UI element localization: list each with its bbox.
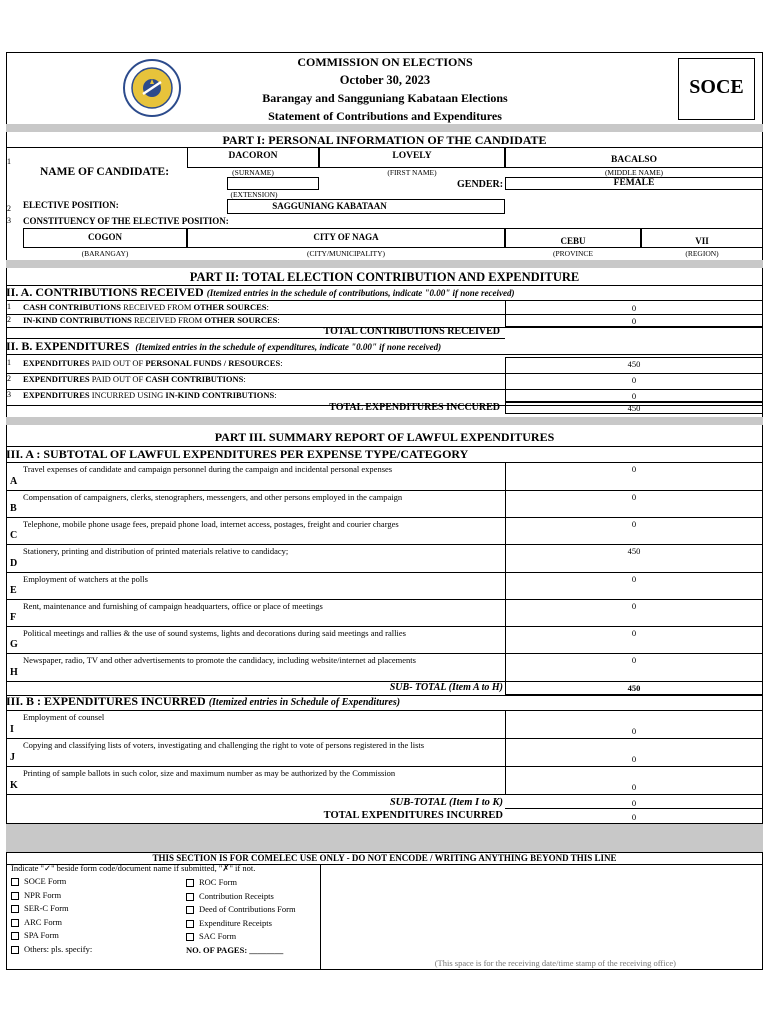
item-value: 0 <box>631 782 637 792</box>
item-value: 0 <box>631 464 637 474</box>
rule <box>6 794 763 795</box>
item-letter: J <box>10 752 15 763</box>
form-checklist-label: Contribution Receipts <box>199 890 274 901</box>
surname-caption: (SURNAME) <box>232 168 274 177</box>
divider-bar <box>6 124 763 132</box>
checkbox[interactable] <box>11 932 19 940</box>
item-value: 0 <box>631 628 637 638</box>
form-checklist-label: SER-C Form <box>24 903 69 913</box>
line-item-label <box>23 358 283 368</box>
line-item-value: 0 <box>631 316 637 326</box>
rule <box>6 738 763 739</box>
position-label: ELECTIVE POSITION: <box>23 200 119 210</box>
line-item-label-text: : <box>274 390 277 400</box>
checkbox[interactable] <box>11 892 19 900</box>
checkbox[interactable] <box>11 878 19 886</box>
item-value: 0 <box>631 754 637 764</box>
contributions-value-column <box>505 300 763 327</box>
rule <box>6 710 763 711</box>
line-item-value: 0 <box>631 375 637 385</box>
form-checklist-label: Expenditure Receipts <box>199 917 272 928</box>
agency-name: COMMISSION ON ELECTIONS <box>297 55 473 69</box>
line-item-label-text: RECEIVED FROM <box>121 302 194 312</box>
part2-title: PART II: TOTAL ELECTION CONTRIBUTION AND EXPENDITURE <box>189 270 580 284</box>
line-item-label-strong: CASH CONTRIBUTIONS <box>145 374 244 384</box>
total-contributions-label: TOTAL CONTRIBUTIONS RECEIVED <box>323 326 500 337</box>
line-item-label-text: : <box>277 315 280 325</box>
subtotal-a-label: SUB- TOTAL (Item A to H) <box>389 682 503 693</box>
comelec-banner: THIS SECTION IS FOR COMELEC USE ONLY - DO NOT ENCODE / WRITING ANYTHING BEYOND THIS LINE <box>152 853 617 863</box>
province-caption: (PROVINCE <box>552 249 593 258</box>
item-letter: C <box>10 530 18 541</box>
rule <box>6 653 763 654</box>
row-number: 1 <box>7 358 11 367</box>
barangay-value: COGON <box>87 232 122 242</box>
total-incurred-value: 0 <box>631 812 637 822</box>
form-checklist-item[interactable] <box>11 890 61 900</box>
rule <box>505 462 506 681</box>
line-item-label-text: : <box>266 302 269 312</box>
stamp-note: (This space is for the receiving date/time stamp of the receiving office) <box>434 958 676 968</box>
item-value: 0 <box>631 519 637 529</box>
item-value: 0 <box>631 574 637 584</box>
extension-field[interactable] <box>227 177 319 190</box>
form-checklist-label: SAC Form <box>199 931 237 941</box>
form-checklist-item[interactable] <box>186 904 296 914</box>
form-checklist-item[interactable] <box>186 891 274 901</box>
subtotal-a-value: 450 <box>627 683 641 693</box>
item-letter: G <box>10 639 18 650</box>
line-item-label-strong: OTHER SOURCES <box>193 302 267 312</box>
name-label: NAME OF CANDIDATE: <box>40 166 170 178</box>
first-name-caption: (FIRST NAME) <box>387 168 437 177</box>
item-description: Printing of sample ballots in such color, size and maximum number as may be authorized by the Commission <box>23 768 396 778</box>
form-checklist-item[interactable] <box>11 930 59 940</box>
divider-bar <box>6 260 763 268</box>
rule <box>6 490 763 491</box>
rule <box>505 808 763 809</box>
line-item-label-text: INCURRED USING <box>89 390 166 400</box>
form-checklist-label: ROC Form <box>199 877 238 887</box>
item-letter: D <box>10 558 18 569</box>
region-caption: (REGION) <box>685 249 719 258</box>
constituency-label: CONSTITUENCY OF THE ELECTIVE POSITION: <box>23 216 229 226</box>
line-item-label-strong: PERSONAL FUNDS / RESOURCES <box>145 358 281 368</box>
checkbox[interactable] <box>11 905 19 913</box>
item-description: Travel expenses of candidate and campaign personnel during the campaign and incidental personal expenses <box>23 464 393 474</box>
item-letter: H <box>10 667 18 678</box>
line-item-value: 0 <box>631 303 637 313</box>
line-item-label-strong: EXPENDITURES <box>23 374 90 384</box>
divider-bar <box>6 824 763 852</box>
line-item-label-text: PAID OUT OF <box>89 358 146 368</box>
election-date: October 30, 2023 <box>339 73 431 87</box>
item-letter: I <box>10 724 14 735</box>
item-description: Political meetings and rallies & the use of sound systems, lights and decorations during said meetings and rallies <box>23 628 406 638</box>
part1-title: PART I: PERSONAL INFORMATION OF THE CANDIDATE <box>222 133 547 147</box>
form-checklist-label: NPR Form <box>24 889 62 900</box>
gender-label: GENDER: <box>457 179 504 190</box>
line-item-value: 450 <box>627 359 641 369</box>
city-caption: (CITY/MUNICIPALITY) <box>306 249 386 258</box>
checkbox[interactable] <box>186 893 194 901</box>
row-number: 1 <box>7 302 11 311</box>
form-checklist-item[interactable] <box>186 931 236 941</box>
item-value: 0 <box>631 492 637 502</box>
indicate-instruction: Indicate "✓" beside form code/document name if submitted, "✗" if not. <box>11 863 256 873</box>
form-checklist-label: Deed of Contributions Form <box>199 904 296 914</box>
row-number: 3 <box>7 390 11 399</box>
item-value: 0 <box>631 655 637 665</box>
rule <box>6 572 763 573</box>
item-description: Stationery, printing and distribution of printed materials relative to candidacy; <box>23 546 289 556</box>
line-item-label-text: RECEIVED FROM <box>131 315 205 325</box>
form-checklist-item[interactable] <box>11 944 92 954</box>
total-incurred-label: TOTAL EXPENDITURES INCURRED <box>323 810 503 821</box>
rule <box>6 354 763 355</box>
checkbox[interactable] <box>11 946 19 954</box>
row-number: 3 <box>7 216 11 225</box>
form-checklist-item[interactable] <box>186 877 237 887</box>
item-description: Telephone, mobile phone usage fees, prepaid phone load, internet access, postages, freight and courier charges <box>23 519 399 529</box>
line-item-label-text: : <box>280 358 283 368</box>
item-letter: A <box>10 476 18 487</box>
expenditures-incurred-heading: III. B : EXPENDITURES INCURRED (Itemized entries in Schedule of Expenditures) <box>6 694 401 708</box>
item-value: 450 <box>627 546 641 556</box>
province-value: CEBU <box>560 236 586 246</box>
rule <box>6 599 763 600</box>
line-item-label-strong: EXPENDITURES <box>23 358 90 368</box>
checkbox[interactable] <box>186 879 194 887</box>
form-checklist-item[interactable] <box>11 903 69 913</box>
rule <box>320 864 321 970</box>
item-letter: B <box>10 503 17 514</box>
total-expenditures-value: 450 <box>627 403 641 413</box>
rule <box>6 462 763 463</box>
subtotal-b-label: SUB-TOTAL (Item I to K) <box>389 797 503 808</box>
election-name: Barangay and Sangguniang Kabataan Elections <box>262 91 508 105</box>
first-name-value: LOVELY <box>392 151 432 161</box>
form-code: SOCE <box>689 76 744 98</box>
item-value: 0 <box>631 601 637 611</box>
contributions-heading: II. A. CONTRIBUTIONS RECEIVED (Itemized entries in the schedule of contributions, indicate "0.00" if none received) <box>6 285 515 299</box>
line-item-label <box>23 374 246 384</box>
checkbox[interactable] <box>186 920 194 928</box>
part3-title: PART III. SUMMARY REPORT OF LAWFUL EXPENDITURES <box>214 430 555 444</box>
surname-value: DACORON <box>228 151 278 161</box>
statement-title: Statement of Contributions and Expenditures <box>268 109 502 123</box>
item-letter: K <box>10 780 18 791</box>
middle-name-caption: (MIDDLE NAME) <box>604 168 664 177</box>
rule <box>6 766 763 767</box>
item-description: Employment of watchers at the polls <box>23 574 148 584</box>
extension-caption: (EXTENSION) <box>230 190 278 199</box>
form-checklist-label: ARC Form <box>24 916 63 927</box>
line-item-label <box>23 302 269 312</box>
form-checklist-item[interactable] <box>186 918 272 928</box>
line-item-label <box>23 315 280 325</box>
line-item-label-strong: IN-KIND CONTRIBUTIONS <box>165 390 275 400</box>
barangay-caption: (BARANGAY) <box>81 249 129 258</box>
line-item-label <box>23 390 277 400</box>
row-number: 1 <box>7 157 11 166</box>
item-description: Rent, maintenance and furnishing of campaign headquarters, office or place of meetings <box>23 601 323 611</box>
expenditures-value-column <box>505 357 763 402</box>
item-letter: F <box>10 612 17 623</box>
position-value: SAGGUNIANG KABATAAN <box>272 201 387 211</box>
item-letter: E <box>10 585 17 596</box>
expenditures-heading: II. B. EXPENDITURES (Itemized entries in the schedule of expenditures, indicate "0.00" if none received) <box>6 339 442 353</box>
divider-bar <box>6 417 763 425</box>
line-item-label-text: : <box>243 374 246 384</box>
total-expenditures-label: TOTAL EXPENDITURES INCCURED <box>329 402 500 413</box>
item-description: Newspaper, radio, TV and other advertisements to promote the candidacy, including website/internet ad placements <box>23 655 416 665</box>
row-number: 2 <box>7 315 11 324</box>
line-item-label-text: PAID OUT OF <box>89 374 146 384</box>
line-item-label-strong: EXPENDITURES <box>23 390 90 400</box>
region-value: VII <box>695 236 709 246</box>
form-checklist-label: Others: pls. specify: <box>24 943 93 954</box>
rule <box>6 517 763 518</box>
line-item-label-strong: CASH CONTRIBUTIONS <box>23 302 122 312</box>
checkbox[interactable] <box>186 933 194 941</box>
line-item-value: 0 <box>631 391 637 401</box>
gender-value: FEMALE <box>613 178 655 188</box>
line-item-label-strong: OTHER SOURCES <box>204 315 278 325</box>
item-description: Employment of counsel <box>23 712 105 722</box>
form-checklist-label: SOCE Form <box>24 876 67 886</box>
item-description: Copying and classifying lists of voters, investigating and challenging the right to vote of persons registered in the lists <box>23 740 425 750</box>
comelec-seal <box>117 58 187 118</box>
subtotal-b-value: 0 <box>631 798 637 808</box>
item-value: 0 <box>631 726 637 736</box>
form-checklist-item[interactable] <box>11 917 62 927</box>
rule <box>505 710 506 794</box>
pages-label: NO. OF PAGES: ________ <box>186 945 284 955</box>
rule <box>6 544 763 545</box>
row-number: 2 <box>7 204 11 213</box>
item-description: Compensation of campaigners, clerks, stenographers, messengers, and other persons employed in the campaign <box>23 492 403 502</box>
line-item-label-strong: IN-KIND CONTRIBUTIONS <box>23 315 132 325</box>
form-checklist-item[interactable] <box>11 876 66 886</box>
row-number: 2 <box>7 374 11 383</box>
form-checklist-label: SPA Form <box>24 930 59 940</box>
checkbox[interactable] <box>186 906 194 914</box>
middle-name-value: BACALSO <box>611 155 657 165</box>
checkbox[interactable] <box>11 919 19 927</box>
city-value: CITY OF NAGA <box>313 232 379 242</box>
lawful-expenditures-heading: III. A : SUBTOTAL OF LAWFUL EXPENDITURES PER EXPENSE TYPE/CATEGORY <box>6 447 469 461</box>
rule <box>6 626 763 627</box>
